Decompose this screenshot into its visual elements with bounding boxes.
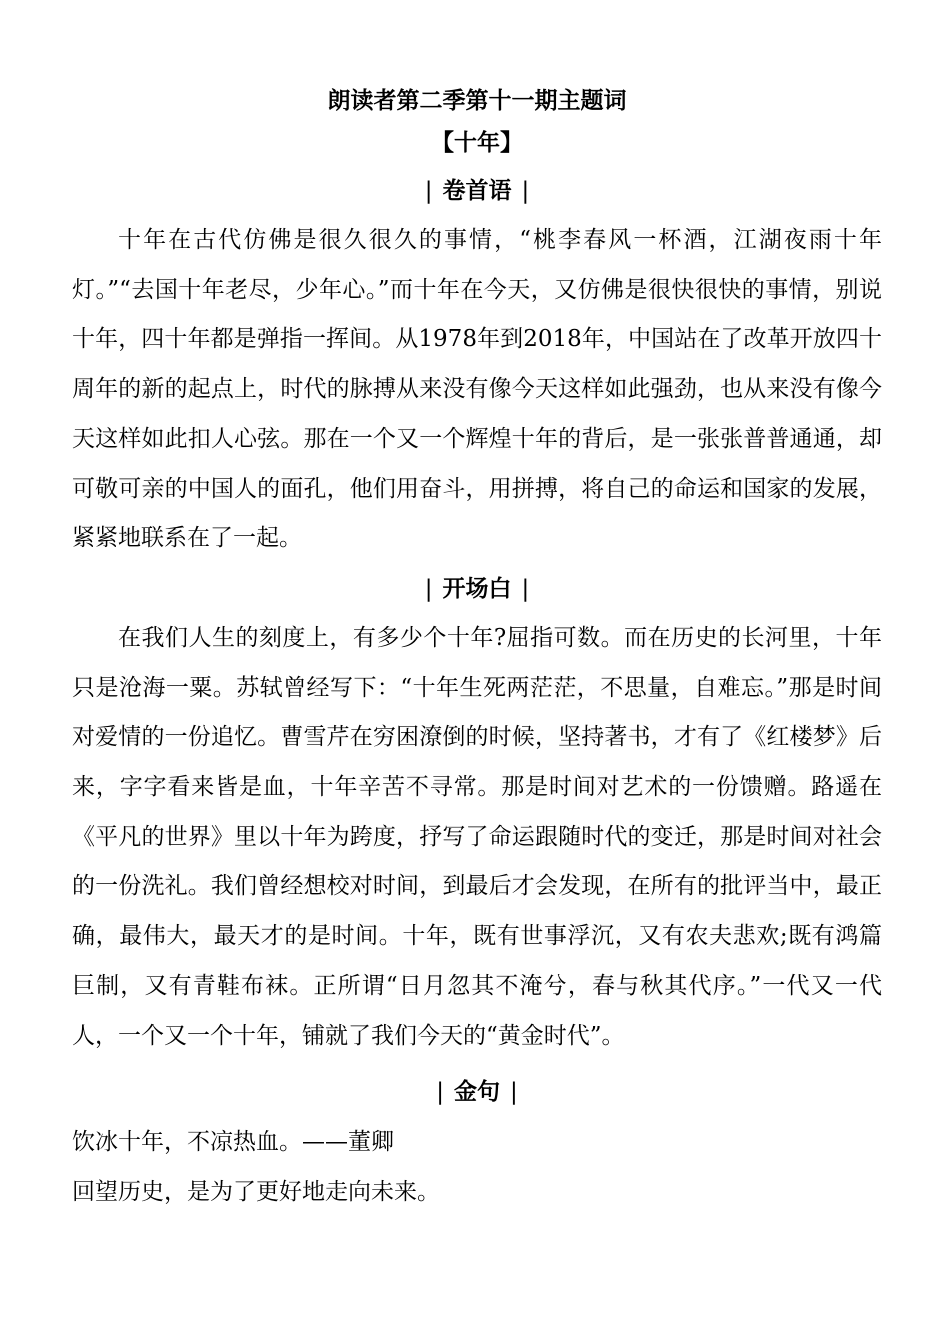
section-heading-label: 开场白 [442,575,512,602]
quote-line: 饮冰十年，不凉热血。——董卿 [72,1129,394,1156]
heading-bar-left: | [436,1079,444,1106]
heading-bar-left: | [424,575,433,602]
theme-title: 【十年】 [431,130,523,156]
quote-line: 回望历史，是为了更好地走向未来。 [72,1179,440,1206]
section-heading-label: 卷首语 [442,178,512,204]
heading-bar-right: | [521,178,530,204]
section-heading-quotes [72,1067,882,1117]
section-heading-preface [72,166,882,216]
opening-paragraph: 在我们人生的刻度上，有多少个十年?屈指可数。而在历史的长河里，十年只是沧海一粟。苏轼曾经写下：“十年生死两茫茫，不思量，自难忘。”那是时间对爱情的一份追忆。曹雪芹在穷困潦倒的时候，坚持著书，才有了《红楼梦》后来，字字看来皆是血，十年辛苦不寻常。那是时间对艺术的一份馈赠。路遥在《平凡的世界》里以十年为跨度，抒写了命运跟随时代的变迁，那是时间对社会的一份洗礼。我们曾经想校对时间，到最后才会发现，在所有的批评当中，最正确，最伟大，最天才的是时间。十年，既有世事浮沉，又有农夫悲欢;既有鸿篇巨制，又有青鞋布袜。正所谓“日月忽其不淹兮，春与秋其代序。”一代又一代人，一个又一个十年，铺就了我们今天的“黄金时代”。 [72,624,882,1049]
heading-bar-left: | [424,178,433,204]
section-heading-label: 金句 [454,1079,500,1106]
document-title: 朗读者第二季第十一期主题词 [327,88,627,114]
heading-bar-right: | [510,1079,518,1106]
section-heading-opening [72,564,882,614]
document-page [72,82,882,1217]
preface-paragraph: 十年在古代仿佛是很久很久的事情，“桃李春风一杯酒，江湖夜雨十年灯。”“去国十年老尽，少年心。”而十年在今天，又仿佛是很快很快的事情，别说十年，四十年都是弹指一挥间。从1978年到2018年，中国站在了改革开放四十周年的新的起点上，时代的脉搏从来没有像今天这样如此强劲，也从来没有像今天这样如此扣人心弦。那在一个又一个辉煌十年的背后，是一张张普普通通，却可敬可亲的中国人的面孔，他们用奋斗，用拼搏，将自己的命运和国家的发展，紧紧地联系在了一起。 [72,227,882,552]
heading-bar-right: | [521,575,530,602]
